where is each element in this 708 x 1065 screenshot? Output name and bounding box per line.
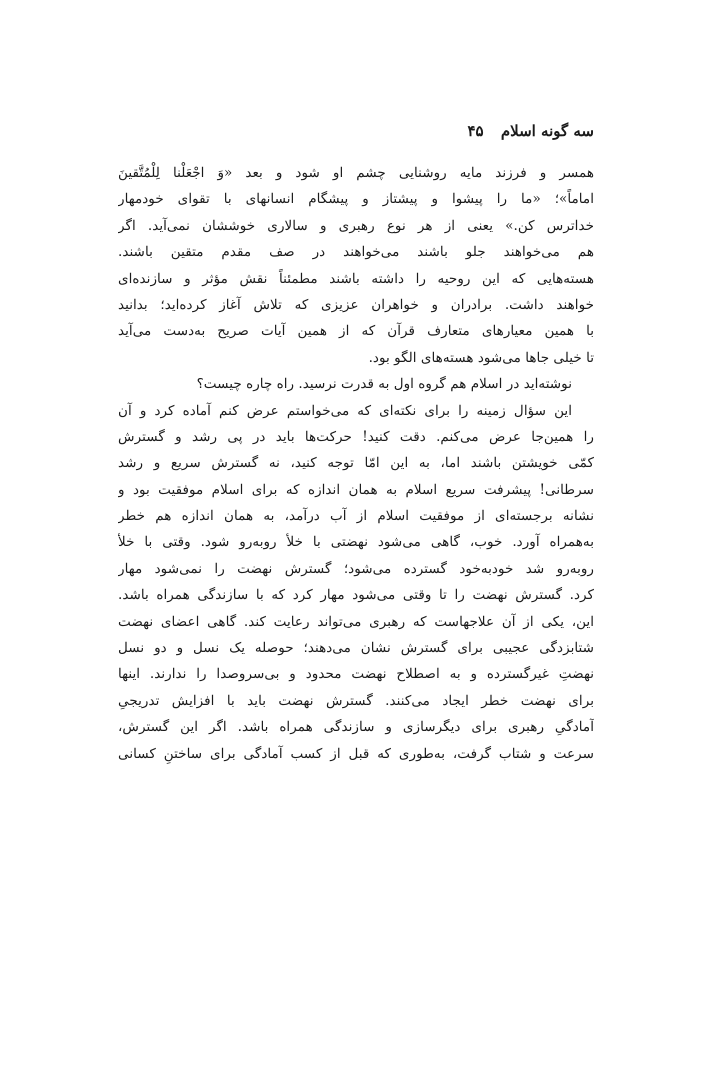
body-text xyxy=(118,160,594,767)
text-line: سرعت و شتاب گرفت، به‌طوری که قبل از کسب آمادگی برای ساختنِ کسانی xyxy=(118,745,594,762)
text-line: این سؤال زمینه را برای نکته‌ای که می‌خواستم عرض کنم آماده کرد و آن xyxy=(118,402,572,419)
text-line: به‌همراه آورد. خوب، گاهی می‌شود نهضتی با خلأ روبه‌رو شود. وقتی با خلأ xyxy=(118,534,594,551)
text-line: نوشته‌اید در اسلام هم گروه اول به قدرت نرسید. راه چاره چیست؟ xyxy=(196,376,572,393)
running-header xyxy=(118,118,594,144)
text-line: روبه‌رو شد خودبه‌خود گسترده می‌شود؛ گسترش نهضت را نمی‌شود مهار xyxy=(118,560,594,577)
text-line: هم می‌خواهند جلو باشند می‌خواهند در صف مقدم متقین باشند. xyxy=(118,244,594,261)
text-line: با همین معیارهای متعارف قرآن که از همین آیات صریح به‌دست می‌آید xyxy=(118,323,594,340)
text-line: کرد. گسترش نهضت را تا وقتی می‌شود مهار کرد که با سازندگی همراه باشد. xyxy=(118,587,594,604)
text-line: سرطانی! پیشرفت سریع اسلام به همان اندازه که برای اسلام موفقیت بود و xyxy=(118,481,594,498)
text-line: آمادگیِ رهبری برای دیگرسازی و سازندگی همراه باشد. اگر این گسترش، xyxy=(118,719,594,736)
page-number: ۴۵ xyxy=(467,122,484,140)
text-line: اماماً»؛ «ما را پیشوا و پیشتاز و پیشگام انسانهای با تقوای خودمهار xyxy=(118,191,594,208)
text-line: خداترس کن.» یعنی از هر نوع رهبری و سالاری خوششان نمی‌آید. اگر xyxy=(118,217,594,234)
text-line: همسر و فرزند مایه روشنایی چشم او شود و بعد «وَ اجْعَلْنا لِلْمُتَّقینَ xyxy=(118,165,594,181)
text-line: خواهند داشت. برادران و خواهران عزیزی که تلاش آغاز کرده‌اید؛ بدانید xyxy=(118,296,594,313)
header-title: سه گونه اسلام xyxy=(500,122,594,140)
text-line: تا خیلی جاها می‌شود هسته‌های الگو بود. xyxy=(368,349,594,366)
text-line: نشانه برجسته‌ای از موفقیت اسلام از آب درآمد، به همان اندازه هم خطر xyxy=(118,508,594,525)
text-line: هسته‌هایی که این روحیه را داشته باشند مطمئناً نقش مؤثر و سازنده‌ای xyxy=(118,270,594,287)
text-line: شتابزدگی عجیبی برای گسترش نشان می‌دهند؛ حوصله یک نسل و دو نسل xyxy=(118,640,594,657)
text-line: این، یکی از آن علاجهاست که رهبری می‌تواند رعایت کند. گاهی اعضای نهضت xyxy=(118,613,594,630)
text-line: نهضتِ غیرگسترده و به اصطلاح نهضت محدود و بی‌سروصدا را ندارند. اینها xyxy=(118,666,594,683)
text-line: برای نهضت خطر ایجاد می‌کنند. گسترش نهضت باید با افزایش تدریجیِ xyxy=(118,692,594,709)
text-line: را همین‌جا عرض می‌کنم. دقت کنید! حرکت‌ها باید در پی رشد و گسترش xyxy=(118,428,594,445)
text-line: کمّی خویشتن باشند اما، به این امّا توجه کنید، نه گسترش سریع و رشد xyxy=(118,455,594,472)
